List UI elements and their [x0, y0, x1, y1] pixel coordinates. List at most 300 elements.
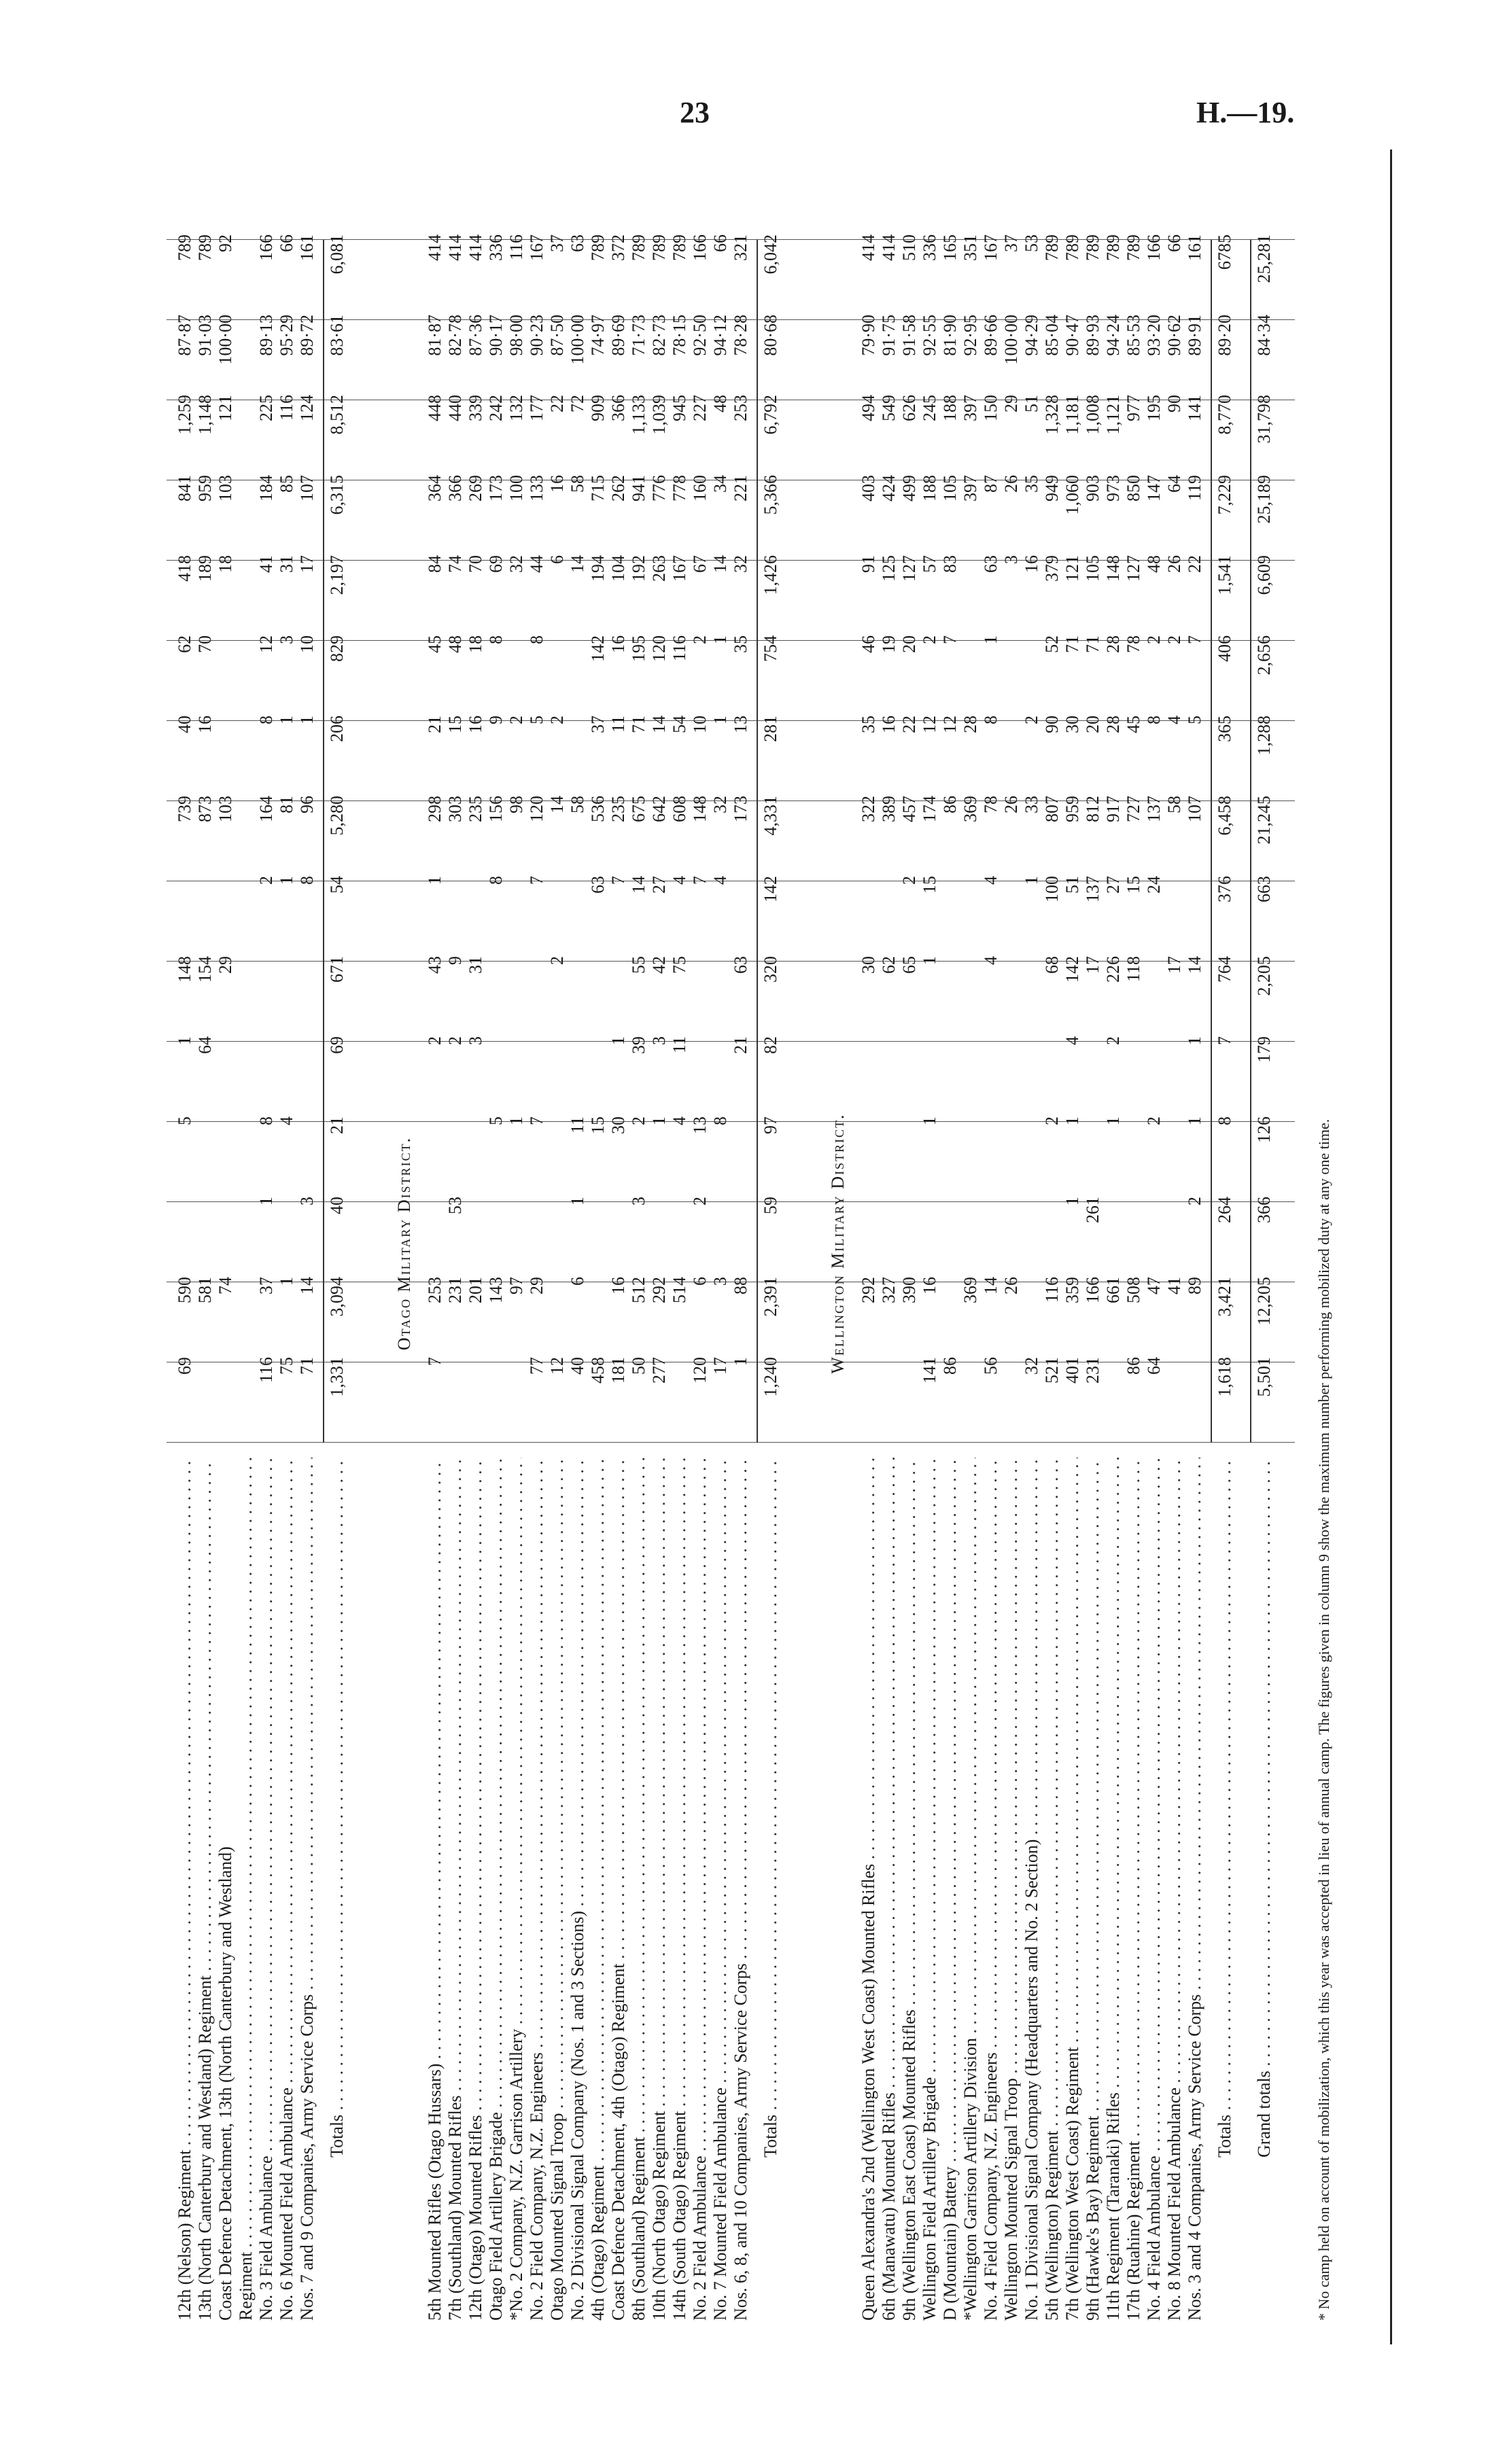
- table-cell: 27: [649, 876, 669, 894]
- table-cell: 390: [899, 1277, 919, 1303]
- table-cell: 494: [858, 395, 878, 421]
- table-cell: 14: [297, 1277, 317, 1295]
- table-cell: 37: [547, 234, 567, 252]
- table-cell: 2: [1144, 1116, 1164, 1125]
- table-cell: 369: [960, 1277, 980, 1303]
- table-cell: 776: [649, 475, 669, 501]
- table-row: [690, 166, 710, 2321]
- table-cell: 414: [879, 234, 899, 261]
- table-cell: 28: [1103, 635, 1123, 653]
- table-row: [297, 166, 317, 2321]
- table-cell: 2: [1042, 1116, 1062, 1125]
- table-cell: 8: [527, 635, 547, 644]
- table-row: [960, 166, 981, 2321]
- table-cell: 253: [731, 395, 750, 421]
- table-cell: 201: [466, 1277, 485, 1303]
- table-row: [858, 166, 879, 2321]
- table-cell: 414: [445, 234, 465, 261]
- table-cell: 22: [899, 716, 919, 733]
- table-cell: 35: [1022, 475, 1041, 493]
- table-cell: 71: [629, 716, 648, 733]
- table-cell: 32: [506, 555, 526, 573]
- table-cell: 458: [588, 1357, 608, 1384]
- table-cell: 17: [710, 1357, 730, 1375]
- table-cell: 406: [1215, 635, 1234, 662]
- table-cell: 89·72: [297, 315, 317, 356]
- row-label: No. 3 Field Ambulance . . .: [256, 1458, 277, 2321]
- table-cell: 74·97: [588, 315, 608, 356]
- table-cell: 5: [527, 716, 547, 724]
- table-cell: 7: [608, 876, 628, 885]
- table-cell: 143: [486, 1277, 506, 1303]
- table-cell: 2,391: [761, 1277, 780, 1317]
- table-cell: 11: [670, 1036, 689, 1054]
- table-cell: 17: [297, 555, 317, 573]
- table-cell: 91·58: [899, 315, 919, 356]
- table-row: [1124, 166, 1144, 2321]
- table-cell: 1: [608, 1036, 628, 1045]
- table-row: [649, 166, 670, 2321]
- table-cell: 2: [1164, 635, 1184, 644]
- table-cell: 69: [486, 555, 506, 573]
- row-label: No. 2 Divisional Signal Company (Nos. 1 and 3 Sections) . . .: [568, 1458, 588, 2321]
- table-cell: 26: [1001, 796, 1021, 813]
- table-cell: 17: [1164, 956, 1184, 974]
- table-cell: 2: [690, 1197, 710, 1205]
- table-cell: 1,328: [1042, 395, 1062, 435]
- table-cell: 64: [1144, 1357, 1164, 1375]
- table-cell: 8,512: [327, 395, 347, 435]
- page-header: [0, 95, 1509, 136]
- table-row: [629, 166, 649, 2321]
- table-cell: 1,148: [195, 395, 215, 435]
- table-cell: 376: [1215, 876, 1234, 902]
- table-cell: 536: [588, 796, 608, 822]
- row-label: Nos. 6, 8, and 10 Companies, Army Service Corps . . .: [731, 1458, 751, 2321]
- table-row: [1083, 166, 1103, 2321]
- table-cell: 1: [175, 1036, 194, 1045]
- table-cell: 397: [960, 395, 980, 421]
- table-cell: 8: [1215, 1116, 1234, 1125]
- table-cell: 40: [327, 1197, 347, 1214]
- table-cell: 4: [670, 876, 689, 885]
- table-cell: 2: [1022, 716, 1041, 724]
- table-cell: 778: [670, 475, 689, 501]
- table-cell: 277: [649, 1357, 669, 1384]
- table-cell: 6,081: [327, 234, 347, 275]
- table-cell: 55: [629, 956, 648, 974]
- table-cell: 68: [1042, 956, 1062, 974]
- table-cell: 366: [608, 395, 628, 421]
- table-cell: 2: [256, 876, 276, 885]
- table-cell: 45: [425, 635, 445, 653]
- table-cell: 31: [466, 956, 485, 974]
- table-cell: 789: [1124, 234, 1143, 261]
- table-cell: 24: [1144, 876, 1164, 894]
- table-cell: 105: [1083, 555, 1103, 582]
- table-cell: 457: [899, 796, 919, 822]
- table-cell: 292: [649, 1277, 669, 1303]
- table-cell: 21: [425, 716, 445, 733]
- table-cell: 100·00: [215, 315, 235, 365]
- table-cell: 14: [568, 555, 587, 573]
- table-cell: 147: [1144, 475, 1164, 501]
- table-row: [1185, 166, 1205, 2321]
- section-heading: Otago Military District.: [394, 1136, 414, 1351]
- table-row: [466, 166, 486, 2321]
- table-cell: 789: [1062, 234, 1082, 261]
- table-cell: 16: [920, 1277, 939, 1295]
- table-cell: 43: [425, 956, 445, 974]
- table-cell: 16: [1022, 555, 1041, 573]
- table-cell: 45: [1124, 716, 1143, 733]
- table-cell: 92·50: [690, 315, 710, 356]
- table-cell: 188: [940, 395, 960, 421]
- table-cell: 50: [629, 1357, 648, 1375]
- table-cell: 663: [1254, 876, 1274, 902]
- table-cell: 156: [486, 796, 506, 822]
- row-label: 4th (Otago) Regiment . . .: [588, 1458, 608, 2321]
- table-cell: 120: [649, 635, 669, 662]
- table-cell: 31: [277, 555, 296, 573]
- table-cell: 96: [297, 796, 317, 813]
- table-cell: 51: [1022, 395, 1041, 412]
- table-cell: 2: [425, 1036, 445, 1045]
- table-cell: 91·03: [195, 315, 215, 356]
- row-label: No. 8 Mounted Field Ambulance . . .: [1164, 1458, 1185, 2321]
- table-cell: 12: [940, 716, 960, 733]
- table-cell: 15: [920, 876, 939, 894]
- table-cell: 512: [629, 1277, 648, 1303]
- table-row: [215, 166, 236, 2321]
- table-cell: 19: [879, 635, 899, 653]
- table-row: [256, 166, 277, 2321]
- table-row: [588, 166, 608, 2321]
- table-cell: 195: [629, 635, 648, 662]
- table-cell: 2: [629, 1116, 648, 1125]
- row-label: *No. 2 Company, N.Z. Garrison Artillery . . .: [506, 1458, 527, 2321]
- table-cell: 11: [608, 716, 628, 733]
- table-cell: 89: [1185, 1277, 1204, 1295]
- table-cell: 132: [506, 395, 526, 421]
- table-cell: 1: [710, 635, 730, 644]
- table-row: [236, 166, 256, 2321]
- table-cell: 94·12: [710, 315, 730, 356]
- table-cell: 71: [297, 1357, 317, 1375]
- table-cell: 418: [175, 555, 194, 582]
- table-cell: 2: [920, 635, 939, 644]
- table-cell: 366: [1254, 1197, 1274, 1223]
- table-cell: 292: [858, 1277, 878, 1303]
- table-cell: 6: [568, 1277, 587, 1286]
- table-cell: 8: [256, 1116, 276, 1125]
- table-cell: 7,229: [1215, 475, 1234, 515]
- table-cell: 590: [175, 1277, 194, 1303]
- table-cell: 414: [466, 234, 485, 261]
- row-label: 5th Mounted Rifles (Otago Hussars) . . .: [425, 1458, 445, 2321]
- row-label: No. 2 Field Company, N.Z. Engineers . . .: [527, 1458, 547, 2321]
- table-cell: 1,133: [629, 395, 648, 435]
- total-rule: [757, 240, 758, 1443]
- row-label: *Wellington Garrison Artillery Division . . .: [960, 1458, 981, 2321]
- table-cell: 17: [1083, 956, 1103, 974]
- table-cell: 671: [327, 956, 347, 983]
- table-cell: 5: [486, 1116, 506, 1125]
- section-heading: Wellington Military District.: [828, 1113, 848, 1374]
- table-cell: 26: [1001, 1277, 1021, 1295]
- table-cell: 2: [1144, 635, 1164, 644]
- row-label: Grand totals . . .: [1254, 1458, 1274, 2321]
- table-cell: 78: [981, 796, 1001, 813]
- row-label: Coast Defence Detachment, 13th (North Canterbury and Westland): [215, 1846, 235, 2321]
- table-cell: 71·73: [629, 315, 648, 356]
- table-cell: 41: [1164, 1277, 1184, 1295]
- table-cell: 164: [256, 796, 276, 822]
- table-cell: 94·24: [1103, 315, 1123, 356]
- table-row: [608, 166, 629, 2321]
- table-cell: 1: [297, 716, 317, 724]
- table-cell: 8,770: [1215, 395, 1234, 435]
- table-cell: 365: [1215, 716, 1234, 742]
- table-cell: 52: [1042, 635, 1062, 653]
- table-cell: 87·36: [466, 315, 485, 356]
- row-label: 9th (Hawke's Bay) Regiment . . .: [1083, 1458, 1103, 2321]
- table-row: [527, 166, 547, 2321]
- table-cell: 1: [1062, 1197, 1082, 1205]
- table-row: [175, 166, 195, 2321]
- table-cell: 72: [568, 395, 587, 412]
- table-cell: 549: [879, 395, 899, 421]
- table-cell: 16: [466, 716, 485, 733]
- table-cell: 754: [761, 635, 780, 662]
- table-cell: 2: [445, 1036, 465, 1045]
- row-label: 6th (Manawatu) Mounted Rifles . . .: [879, 1458, 899, 2321]
- table-cell: 8: [981, 716, 1001, 724]
- table-cell: 116: [277, 395, 296, 421]
- table-cell: 90: [1164, 395, 1184, 412]
- table-cell: 137: [1144, 796, 1164, 822]
- table-cell: 166: [690, 234, 710, 261]
- row-label: Totals . . .: [761, 1458, 781, 2321]
- table-row: [1001, 166, 1022, 2321]
- table-cell: 142: [761, 876, 780, 902]
- table-cell: 322: [858, 796, 878, 822]
- table-cell: 15: [588, 1116, 608, 1134]
- table-cell: 154: [195, 956, 215, 983]
- table-cell: 339: [466, 395, 485, 421]
- table-cell: 84: [425, 555, 445, 573]
- table-cell: 100·00: [1001, 315, 1021, 365]
- row-label: 11th Regiment (Taranaki) Rifles . . .: [1103, 1458, 1124, 2321]
- table-cell: 9: [486, 716, 506, 724]
- table-cell: 366: [445, 475, 465, 501]
- table-cell: 78·15: [670, 315, 689, 356]
- table-cell: 116: [506, 234, 526, 261]
- table-cell: 4: [277, 1116, 296, 1125]
- table-cell: 359: [1062, 1277, 1082, 1303]
- table-cell: 124: [297, 395, 317, 421]
- table-cell: 8: [486, 635, 506, 644]
- table-cell: 206: [327, 716, 347, 742]
- table-cell: 120: [690, 1357, 710, 1384]
- table-cell: 67: [690, 555, 710, 573]
- table-cell: 91·75: [879, 315, 899, 356]
- table-cell: 221: [731, 475, 750, 501]
- row-label: No. 6 Mounted Field Ambulance . . .: [277, 1458, 297, 2321]
- table-cell: 12: [256, 635, 276, 653]
- table-cell: 977: [1124, 395, 1143, 421]
- table-cell: 31,798: [1254, 395, 1274, 444]
- table-cell: 85·04: [1042, 315, 1062, 356]
- table-cell: 789: [670, 234, 689, 261]
- table-cell: 14: [629, 876, 648, 894]
- table-cell: 85: [277, 475, 296, 493]
- row-label: Coast Defence Detachment, 4th (Otago) Regiment . . .: [608, 1458, 629, 2321]
- totals-row: [1254, 166, 1274, 2321]
- table-cell: 1,181: [1062, 395, 1082, 435]
- table-cell: 903: [1083, 475, 1103, 501]
- table-cell: 15: [445, 716, 465, 733]
- table-cell: 69: [175, 1357, 194, 1375]
- table-cell: 40: [568, 1357, 587, 1375]
- row-label: Wellington Mounted Signal Troop . . .: [1001, 1458, 1022, 2321]
- table-row: [195, 166, 215, 2321]
- table-cell: 379: [1042, 555, 1062, 582]
- table-cell: 320: [761, 956, 780, 983]
- table-cell: 231: [445, 1277, 465, 1303]
- row-label: 8th (Southland) Regiment . . .: [629, 1458, 649, 2321]
- table-cell: 261: [1083, 1197, 1103, 1223]
- table-cell: 351: [960, 234, 980, 261]
- table-cell: 37: [256, 1277, 276, 1295]
- table-cell: 90·17: [486, 315, 506, 356]
- table-cell: 40: [175, 716, 194, 733]
- table-cell: 84·34: [1254, 315, 1274, 356]
- table-cell: 26: [1164, 555, 1184, 573]
- table-cell: 269: [466, 475, 485, 501]
- table-cell: 34: [710, 475, 730, 493]
- table-cell: 65: [899, 956, 919, 974]
- table-cell: 675: [629, 796, 648, 822]
- table-cell: 6,315: [327, 475, 347, 515]
- table-cell: 81·90: [940, 315, 960, 356]
- table-cell: 1: [731, 1357, 750, 1366]
- row-label: Wellington Field Artillery Brigade . . .: [920, 1458, 940, 2321]
- table-cell: 173: [486, 475, 506, 501]
- table-cell: 71: [1062, 635, 1082, 653]
- table-cell: 39: [629, 1036, 648, 1054]
- rotated-table-frame: [167, 166, 1342, 2321]
- table-cell: 16: [195, 716, 215, 733]
- table-cell: 97: [761, 1116, 780, 1134]
- table-cell: 59: [761, 1197, 780, 1214]
- table-cell: 94·29: [1022, 315, 1041, 356]
- table-cell: 9: [445, 956, 465, 965]
- total-rule: [1211, 240, 1212, 1443]
- table-cell: 27: [1103, 876, 1123, 894]
- table-cell: 2: [1185, 1197, 1204, 1205]
- table-cell: 1,288: [1254, 716, 1274, 756]
- table-cell: 14: [981, 1277, 1001, 1295]
- table-cell: 403: [858, 475, 878, 501]
- table-cell: 1: [425, 876, 445, 885]
- total-rule: [1250, 240, 1251, 1443]
- table-cell: 21,245: [1254, 796, 1274, 845]
- table-cell: 48: [445, 635, 465, 653]
- table-cell: 1: [506, 1116, 526, 1125]
- table-cell: 3: [277, 635, 296, 644]
- table-cell: 20: [899, 635, 919, 653]
- table-cell: 2,205: [1254, 956, 1274, 996]
- table-cell: 86: [940, 1357, 960, 1375]
- table-cell: 245: [920, 395, 939, 421]
- table-cell: 6,792: [761, 395, 780, 435]
- table-cell: 103: [215, 475, 235, 501]
- table-cell: 1: [277, 876, 296, 885]
- table-cell: 32: [710, 796, 730, 813]
- table-cell: 127: [1124, 555, 1143, 582]
- table-cell: 1,426: [761, 555, 780, 595]
- table-cell: 1: [277, 716, 296, 724]
- table-cell: 14: [1185, 956, 1204, 974]
- table-cell: 1: [1062, 1116, 1082, 1125]
- table-cell: 62: [879, 956, 899, 974]
- table-cell: 626: [899, 395, 919, 421]
- table-cell: 120: [527, 796, 547, 822]
- table-cell: 16: [608, 1277, 628, 1295]
- row-label: No. 2 Field Ambulance . . .: [690, 1458, 710, 2321]
- table-cell: 642: [649, 796, 669, 822]
- table-cell: 1: [1185, 1116, 1204, 1125]
- page-number: 23: [680, 96, 710, 129]
- table-cell: 424: [879, 475, 899, 501]
- table-cell: 95·29: [277, 315, 296, 356]
- table-cell: 242: [486, 395, 506, 421]
- table-cell: 57: [920, 555, 939, 573]
- table-cell: 336: [920, 234, 939, 261]
- table-cell: 235: [466, 796, 485, 822]
- table-cell: 4: [710, 876, 730, 885]
- table-cell: 41: [256, 555, 276, 573]
- row-label: Queen Alexandra's 2nd (Wellington West Coast) Mounted Rifles . . .: [858, 1458, 879, 2321]
- table-cell: 1,618: [1215, 1357, 1234, 1397]
- table-cell: 78·28: [731, 315, 750, 356]
- table-cell: 167: [527, 234, 547, 261]
- table-cell: 32: [731, 555, 750, 573]
- row-label: 10th (North Otago) Regiment . . .: [649, 1458, 670, 2321]
- table-cell: 63: [731, 956, 750, 974]
- table-cell: 71: [1083, 635, 1103, 653]
- row-label: Nos. 3 and 4 Companies, Army Service Corps . . .: [1185, 1458, 1205, 2321]
- table-cell: 63: [981, 555, 1001, 573]
- table-cell: 70: [195, 635, 215, 653]
- table-cell: 166: [1144, 234, 1164, 261]
- table-cell: 70: [466, 555, 485, 573]
- table-cell: 22: [1185, 555, 1204, 573]
- table-cell: 90·23: [527, 315, 547, 356]
- table-cell: 35: [731, 635, 750, 653]
- table-cell: 116: [1042, 1277, 1062, 1303]
- table-cell: 4: [1164, 716, 1184, 724]
- table-cell: 13: [690, 1116, 710, 1134]
- table-cell: 2: [547, 956, 567, 965]
- table-cell: 97: [506, 1277, 526, 1295]
- table-cell: 90·47: [1062, 315, 1082, 356]
- table-cell: 510: [899, 234, 919, 261]
- table-cell: 121: [215, 395, 235, 421]
- table-cell: 53: [445, 1197, 465, 1214]
- row-label: No. 1 Divisional Signal Company (Headquarters and No. 2 Section) . . .: [1022, 1458, 1042, 2321]
